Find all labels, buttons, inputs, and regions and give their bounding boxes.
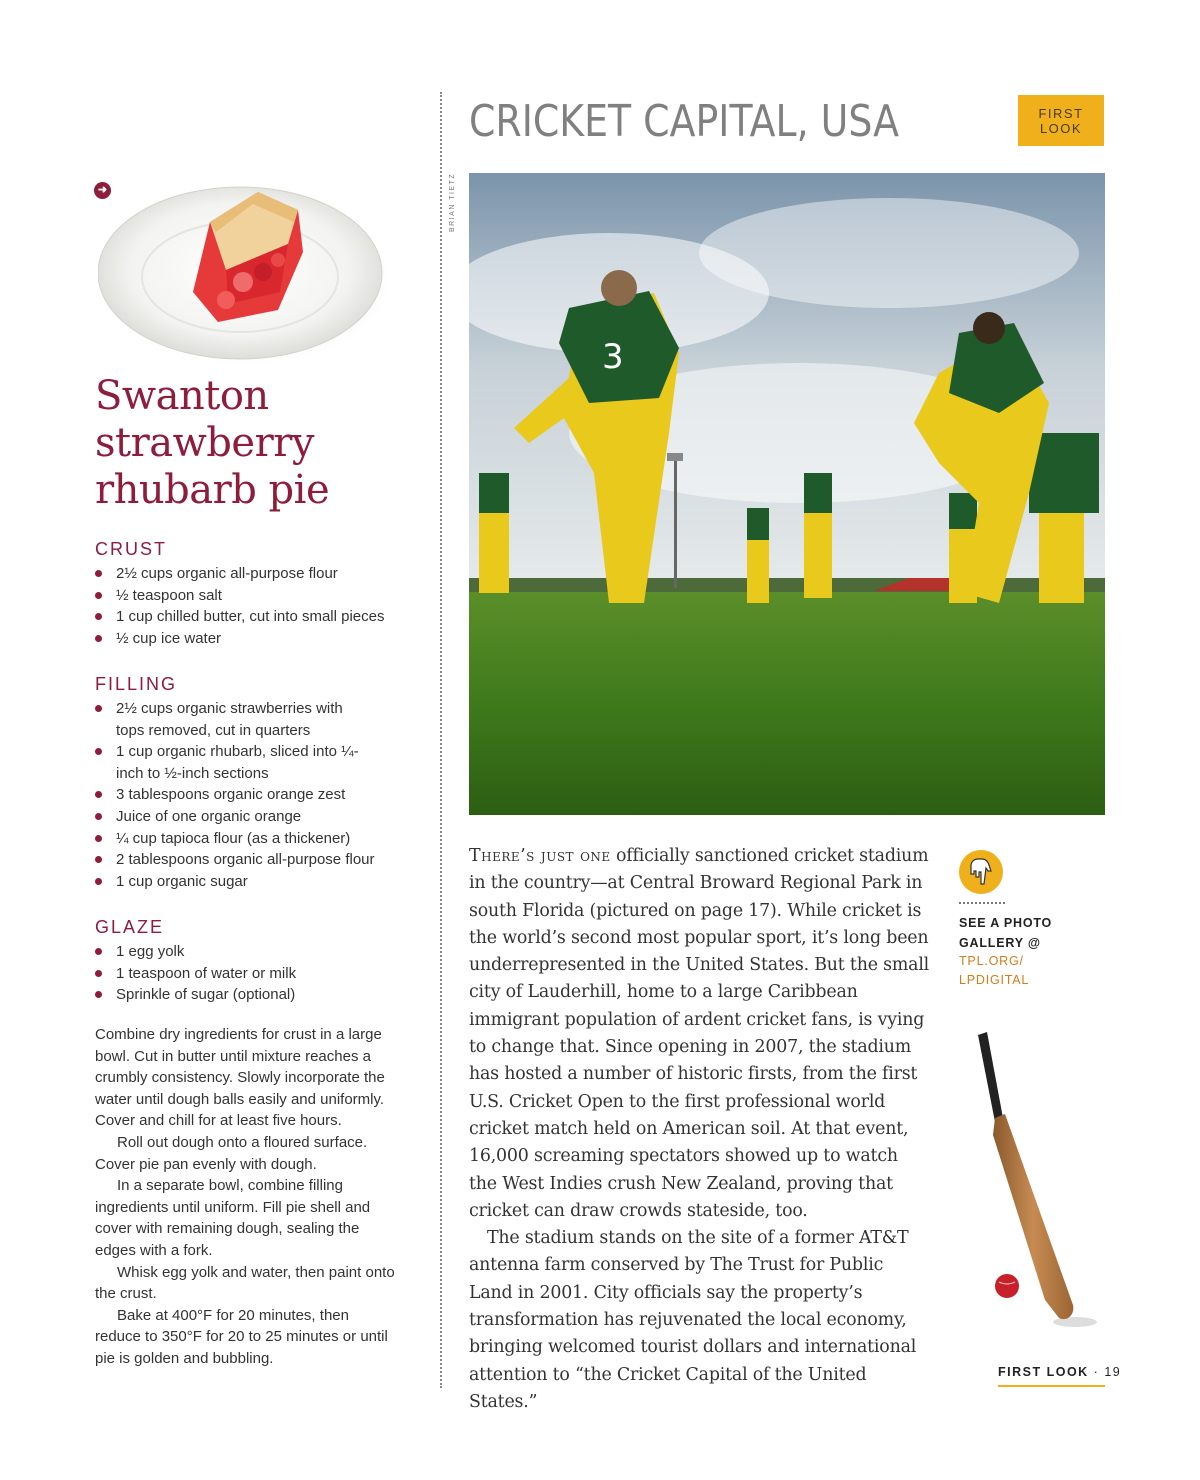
crust-heading: CRUST <box>95 539 167 559</box>
page-number: 19 <box>1104 1365 1122 1379</box>
glaze-section <box>95 916 425 1006</box>
ingredient-item: 1 cup chilled butter, cut into small pieces <box>95 606 425 628</box>
instruction-paragraph: Combine dry ingredients for crust in a large bowl. Cut in butter until mixture reaches a crumbly consistency. Slowly incorporate the water until dough balls easily and uniformly. Cover and chill for at least five hours. <box>95 1026 385 1130</box>
glaze-list <box>95 941 425 1006</box>
cricket-photo <box>469 173 1105 815</box>
instruction-paragraph: Roll out dough onto a floured surface. Cover pie pan evenly with dough. <box>95 1133 368 1173</box>
footer-separator: · <box>1088 1365 1105 1379</box>
cricket-bat-image <box>975 1030 1105 1330</box>
ingredient-item: 2 tablespoons organic all-purpose flour <box>95 849 395 871</box>
gallery-link[interactable] <box>959 952 1069 990</box>
gallery-label-line: SEE A PHOTO <box>959 916 1053 930</box>
crust-section <box>95 538 425 649</box>
ingredient-item: 3 tablespoons organic orange zest <box>95 784 395 806</box>
ingredient-item: 1 cup organic rhubarb, sliced into ¼-inch to ½-inch sections <box>95 741 361 784</box>
arrow-right-icon[interactable]: ➜ <box>94 182 111 199</box>
recipe-title-line: Swanton <box>95 373 269 419</box>
instruction-paragraph: In a separate bowl, combine filling ingredients until uniform. Fill pie shell and cover with remaining dough, sealing the edges with a fork. <box>95 1177 371 1259</box>
jersey-number: 3 <box>602 337 624 377</box>
dotted-rule <box>959 902 1005 904</box>
recipe-title-line: rhubarb pie <box>95 467 330 513</box>
recipe-instructions <box>95 1024 395 1370</box>
article-headline: CRICKET CAPITAL, USA <box>469 96 899 147</box>
gallery-label <box>959 913 1069 953</box>
ingredient-item: ½ teaspoon salt <box>95 585 425 607</box>
crust-list <box>95 563 425 649</box>
section-badge <box>1018 95 1104 146</box>
filling-heading: FILLING <box>95 674 178 694</box>
section-badge-line: FIRST <box>1038 105 1084 121</box>
filling-section <box>95 673 395 892</box>
lead-in: There’s just one <box>469 846 611 866</box>
footer-section-label: FIRST LOOK <box>998 1365 1089 1379</box>
ingredient-item: 1 teaspoon of water or milk <box>95 963 425 985</box>
recipe-title-line: strawberry <box>95 420 314 466</box>
pointing-hand-icon[interactable] <box>959 850 1003 894</box>
gallery-link-line: TPL.ORG/ <box>959 954 1024 968</box>
ingredient-item: Sprinkle of sugar (optional) <box>95 984 425 1006</box>
article-paragraph <box>469 843 931 1225</box>
gallery-link-line: LPDIGITAL <box>959 973 1030 987</box>
article-paragraph: The stadium stands on the site of a former AT&T antenna farm conserved by The Trust for Public Land in 2001. City officials say the property’s transformation has rejuvenated the local economy, bringing welcomed tourist dollars and international attention to “the Cricket Capital of the United States.” <box>469 1228 917 1412</box>
ingredient-item: ½ cup ice water <box>95 628 425 650</box>
instruction-paragraph: Bake at 400°F for 20 minutes, then reduce to 350°F for 20 to 25 minutes or until pie is golden and bubbling. <box>95 1306 388 1367</box>
ingredient-item: ¼ cup tapioca flour (as a thickener) <box>95 828 395 850</box>
paragraph-text: officially sanctioned cricket stadium in the country—at Central Broward Regional Park in south Florida (pictured on page 17). While cricket is the world’s second most popular sport, it’s long been underrepresented in the United States. But the small city of Lauderhill, home to a large Caribbean immigrant population of ardent cricket fans, is vying to change that. Since opening in 2007, the stadium has hosted a number of historic firsts, from the first U.S. Cricket Open to the first professional world cricket match held on American soil. At that event, 16,000 screaming spectators showed up to watch the West Indies crush New Zealand, proving that cricket can draw crowds stateside, too. <box>469 846 930 1221</box>
column-divider <box>440 92 442 1388</box>
pie-image <box>98 182 388 364</box>
ingredient-item: 2½ cups organic strawberries with tops removed, cut in quarters <box>95 698 361 741</box>
ingredient-item: 2½ cups organic all-purpose flour <box>95 563 425 585</box>
gallery-label-line: GALLERY @ <box>959 936 1041 950</box>
filling-list <box>95 698 395 892</box>
photo-credit: BRIAN TIETZ <box>449 172 456 232</box>
ingredient-item: Juice of one organic orange <box>95 806 395 828</box>
article-body <box>469 843 931 1416</box>
ingredient-item: 1 egg yolk <box>95 941 425 963</box>
ingredient-item: 1 cup organic sugar <box>95 871 395 893</box>
instruction-paragraph: Whisk egg yolk and water, then paint onto the crust. <box>95 1263 395 1303</box>
page-footer <box>998 1365 1122 1379</box>
glaze-heading: GLAZE <box>95 917 165 937</box>
footer-rule <box>998 1385 1105 1387</box>
recipe-title <box>95 373 415 514</box>
section-badge-line: LOOK <box>1039 120 1083 136</box>
